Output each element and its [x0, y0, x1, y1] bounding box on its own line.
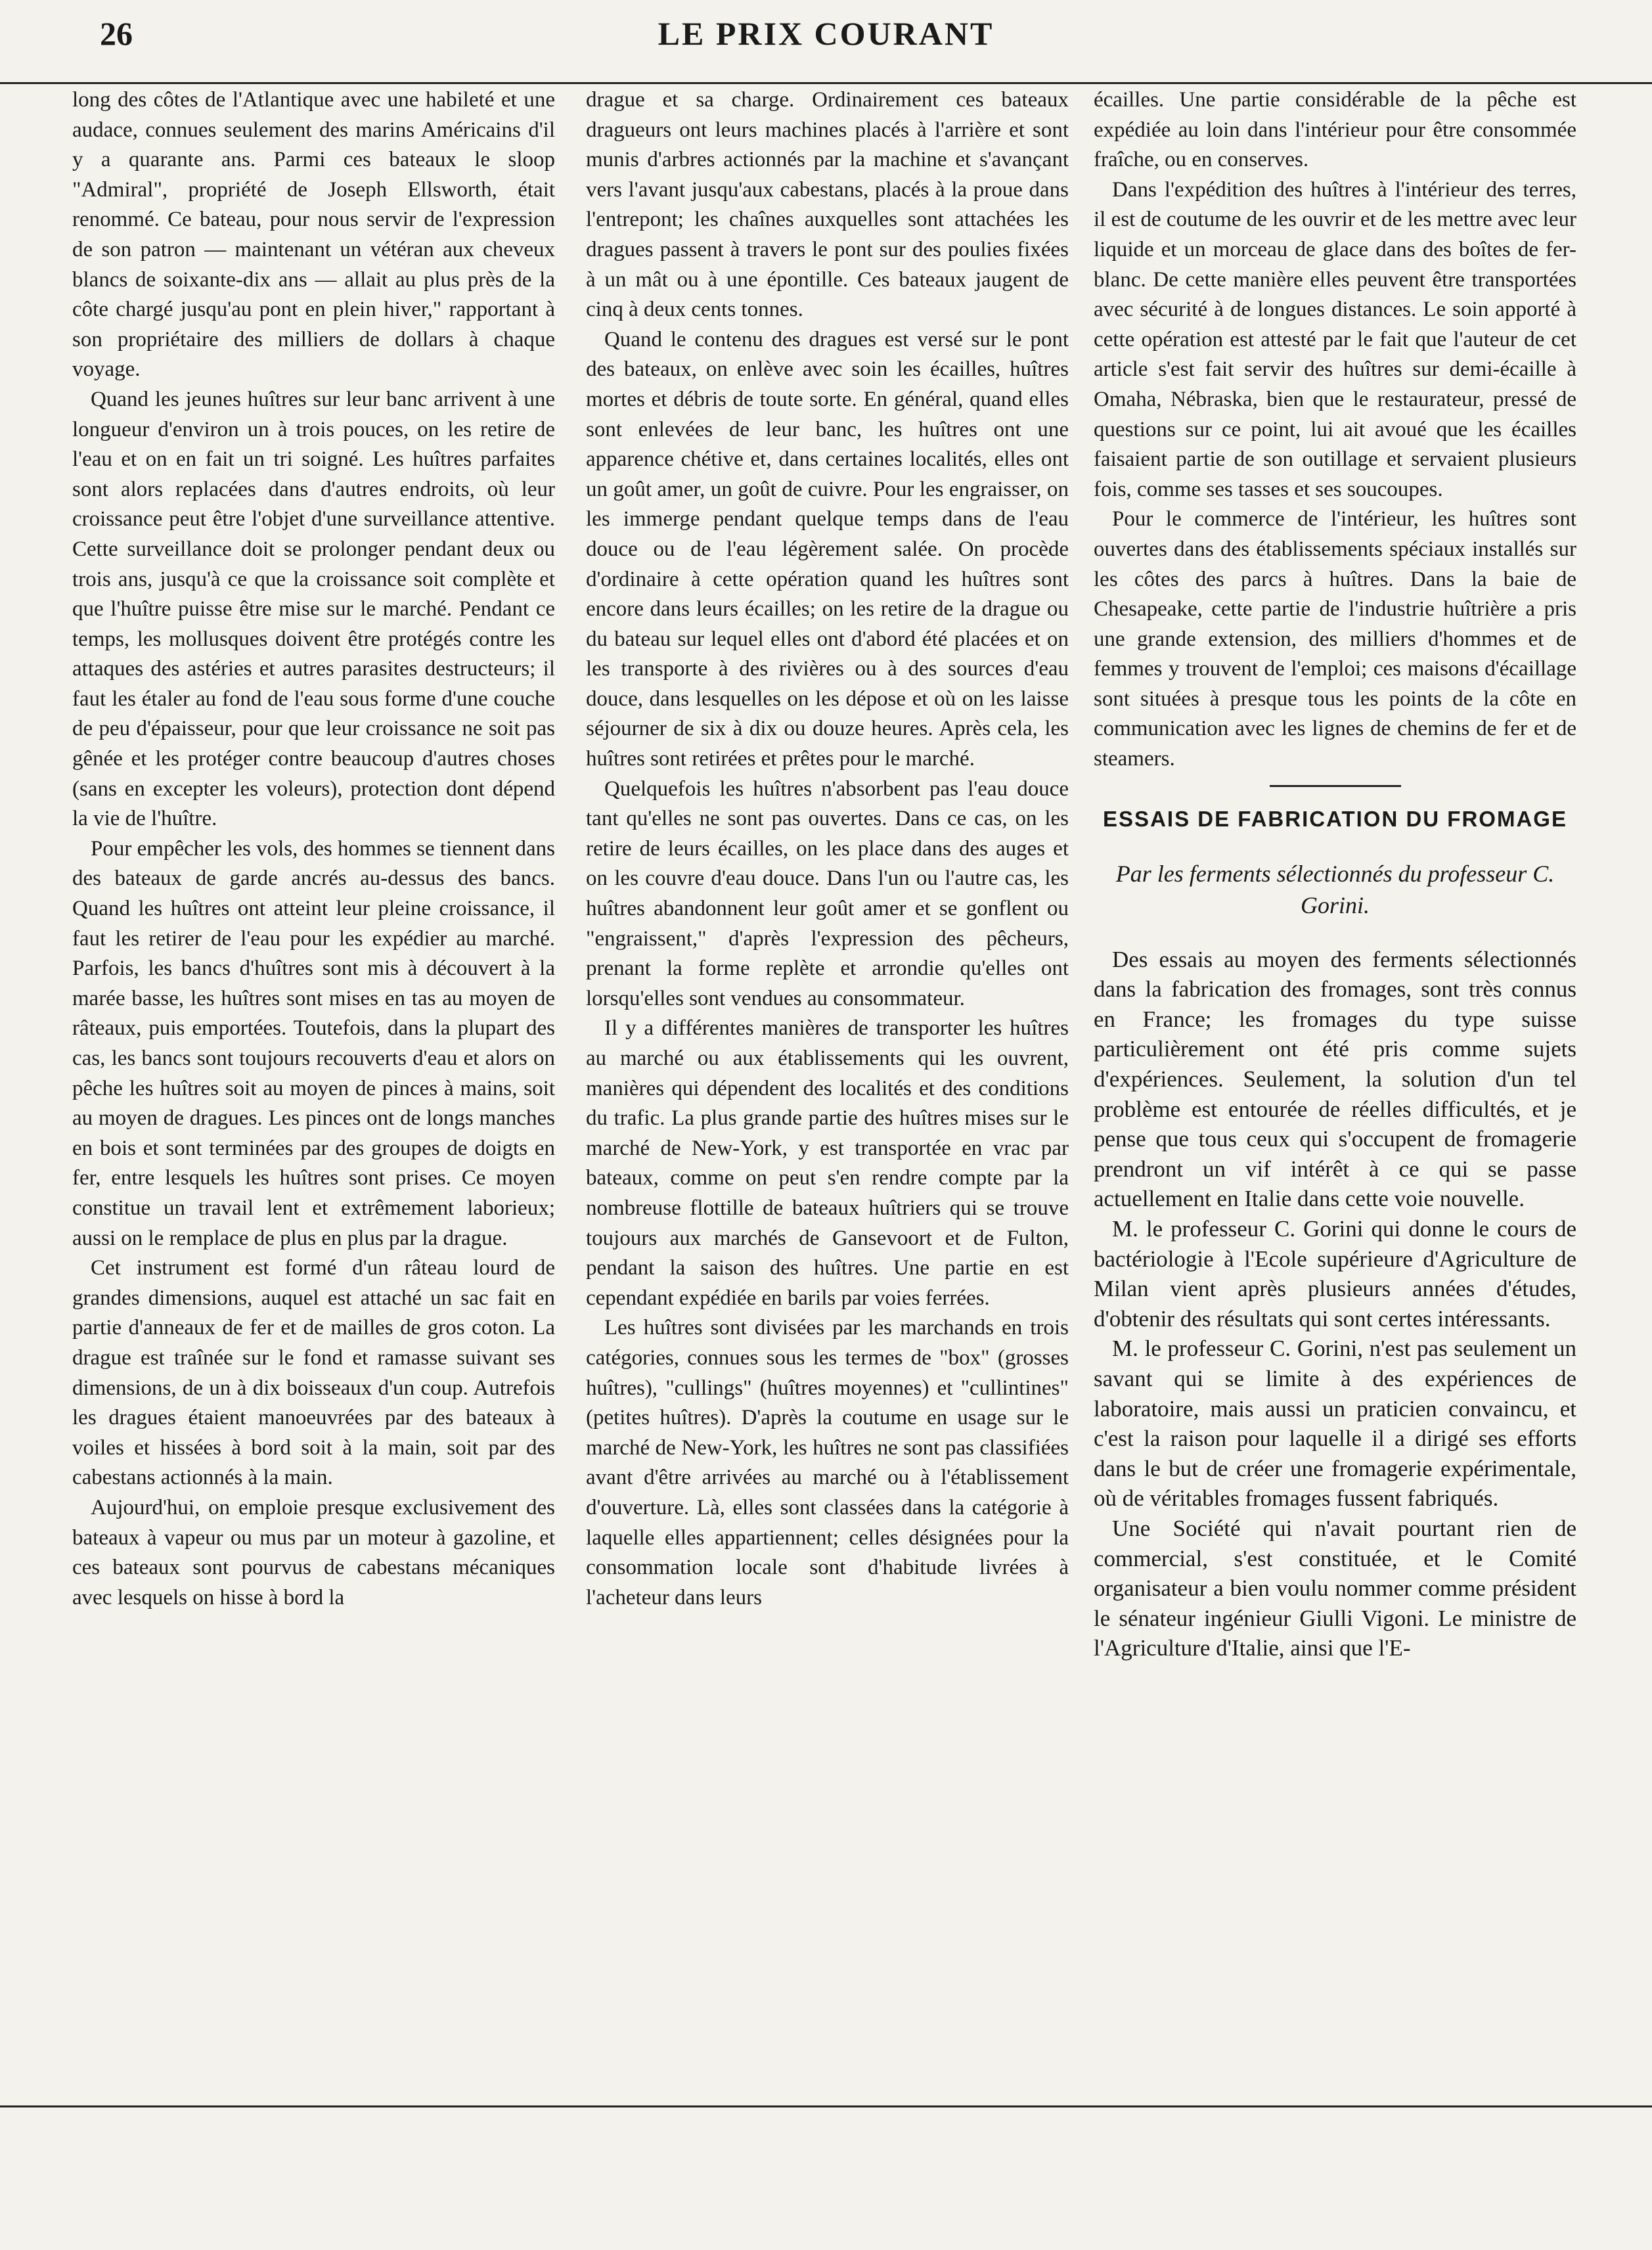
- paragraph: long des côtes de l'Atlantique avec une habileté et une audace, connues seulement des marins Américains d'il y a quarante ans. Parmi ces bateaux le sloop "Admiral", propriété de Joseph Ellsworth, était renommé. Ce bateau, pour nous servir de l'expression de son patron — maintenant un vétéran aux cheveux blancs de soixante-dix ans — allait au plus près de la côte chargé jusqu'au pont en plein hiver," rapportant à son propriétaire des milliers de dollars à chaque voyage.: [72, 88, 555, 382]
- section-byline: Par les ferments sélectionnés du professeur C. Gorini.: [1115, 860, 1555, 918]
- paragraph: Cet instrument est formé d'un râteau lourd de grandes dimensions, auquel est attaché un sac fait en partie d'anneaux de fer et de mailles de gros coton. La drague est traînée sur le fond et ramasse suivant ses dimensions, de un à dix boisseaux d'un coup. Autrefois les dragues étaient manoeuvrées par des bateaux à voiles et hissées à bord soit à la main, soit par des cabestans actionnés à la main.: [72, 1256, 555, 1490]
- paragraph: Il y a différentes manières de transporter les huîtres au marché ou aux établissements qui les ouvrent, manières qui dépendent des localités et des conditions du trafic. La plus grande partie des huîtres mises sur le marché de New-York, y est transportée en vrac par bateaux, comme on peut s'en rendre compte par la nombreuse flottille de bateaux huîtriers qui se trouve toujours aux marchés de Gansevoort et de Fulton, pendant la saison des huîtres. Une partie en est cependant expédiée en barils par voies ferrées.: [586, 1016, 1069, 1310]
- section-divider: [1270, 785, 1401, 787]
- paragraph: M. le professeur C. Gorini qui donne le cours de bactériologie à l'Ecole supérieure d'Agriculture de Milan vient après plusieurs années d'études, d'obtenir des résultats qui sont certes intéressants.: [1094, 1216, 1576, 1332]
- page-number: 26: [100, 15, 133, 52]
- paragraph: drague et sa charge. Ordinairement ces bateaux dragueurs ont leurs machines placés à l'arrière et sont munis d'arbres actionnés par la machine et s'avançant vers l'avant jusqu'aux cabestans, placés à la proue dans l'entrepont; les chaînes auxquelles sont attachées les dragues passent à travers le pont sur des poulies fixées à un mât ou à une épontille. Ces bateaux jaugent de cinq à deux cents tonnes.: [586, 88, 1069, 322]
- column-2: [586, 85, 1069, 2247]
- section-body: [1094, 945, 1576, 1663]
- column-3: [1094, 85, 1576, 2247]
- paragraph: Les huîtres sont divisées par les marchands en trois catégories, connues sous les termes de "box" (grosses huîtres), "cullings" (huîtres moyennes) et "cullintines" (petites huîtres). D'après la coutume en usage sur le marché de New-York, les huîtres ne sont pas classifiées avant d'être arrivées au marché ou à l'établissement d'ouverture. Là, elles sont classées dans la catégorie à laquelle elles appartiennent; celles désignées pour la consommation locale sont d'habitude livrées à l'acheteur dans leurs: [586, 1316, 1069, 1609]
- paragraph: Une Société qui n'avait pourtant rien de commercial, s'est constituée, et le Comité organisateur a bien voulu nommer comme président le sénateur ingénieur Giulli Vigoni. Le ministre de l'Agriculture d'Italie, ainsi que l'E-: [1094, 1515, 1576, 1661]
- paragraph: Quelquefois les huîtres n'absorbent pas l'eau douce tant qu'elles ne sont pas ouvertes. Dans ce cas, on les retire de leurs écailles, on les place dans des auges et on les couvre d'eau douce. Dans l'un ou l'autre cas, les huîtres abandonnent leur goût amer et se gonflent ou "engraissent," d'après l'expression des pêcheurs, prenant la forme replète et arrondie qu'elles ont lorsqu'elles sont vendues au consommateur.: [586, 776, 1069, 1010]
- page-header: [0, 0, 1652, 79]
- paragraph: Pour empêcher les vols, des hommes se tiennent dans des bateaux de garde ancrés au-dessus des bancs. Quand les huîtres ont atteint leur pleine croissance, il faut les retirer de l'eau pour les expédier au marché. Parfois, les bancs d'huîtres sont mis à découvert à la marée basse, les huîtres sont mises en tas au moyen de râteaux, puis emportées. Toutefois, dans la plupart des cas, les bancs sont toujours recouverts d'eau et alors on pêche les huîtres soit au moyen de pinces à mains, soit au moyen de dragues. Les pinces ont de longs manches en bois et sont terminées par des groupes de doigts en fer, entre lesquels les huîtres sont prises. Ce moyen constitue un travail lent et extrêmement laborieux; aussi on le remplace de plus en plus par la drague.: [72, 836, 555, 1250]
- header-rule: [0, 82, 1652, 84]
- paragraph: Pour le commerce de l'intérieur, les huîtres sont ouvertes dans des établissements spéciaux installés sur les côtes des parcs à huîtres. Dans la baie de Chesapeake, cette partie de l'industrie huîtrière a pris une grande extension, des milliers d'hommes et de femmes y trouvent de l'emploi; ces maisons d'écaillage sont situées à presque tous les points de la côte en communication avec les lignes de chemins de fer et de steamers.: [1094, 507, 1576, 771]
- paragraph: M. le professeur C. Gorini, n'est pas seulement un savant qui se limite à des expériences de laboratoire, mais aussi un praticien convaincu, et c'est la raison pour laquelle il a dirigé ses efforts dans le but de créer une fromagerie expérimentale, où de véritables fromages fussent fabriqués.: [1094, 1336, 1576, 1512]
- paragraph: Quand le contenu des dragues est versé sur le pont des bateaux, on enlève avec soin les écailles, huîtres mortes et débris de toute sorte. En général, quand elles sont enlevées de leur banc, les huîtres ont une apparence chétive et, dans certaines localités, elles ont un goût amer, un goût de cuivre. Pour les engraisser, on les immerge pendant quelque temps dans de l'eau douce ou de l'eau légèrement salée. On procède d'ordinaire à cette opération quand les huîtres sont encore dans leurs écailles; on les retire de la drague ou du bateau sur lequel elles ont d'abord été placées et on les transporte à des rivières ou à des sources d'eau douce, dans lesquelles on les dépose et où on les laisse séjourner de six à dix ou douze heures. Après cela, les huîtres sont retirées et prêtes pour le marché.: [586, 327, 1069, 771]
- paragraph: Des essais au moyen des ferments sélectionnés dans la fabrication des fromages, sont très connus en France; les fromages du type suisse particulièrement ont été pris comme sujets d'expériences. Seulement, la solution d'un tel problème est entourée de réelles difficultés, et je pense que tous ceux qui s'occupent de fromagerie prendront un vif intérêt à ce qui se passe actuellement en Italie dans cette voie nouvelle.: [1094, 946, 1576, 1212]
- paragraph: Quand les jeunes huîtres sur leur banc arrivent à une longueur d'environ un à trois pouces, on les retire de l'eau et on en fait un tri soigné. Les huîtres parfaites sont alors replacées dans d'autres endroits, où leur croissance peut être l'objet d'une surveillance attentive. Cette surveillance doit se prolonger pendant deux ou trois ans, jusqu'à ce que la croissance soit complète et que l'huître puisse être mise sur le marché. Pendant ce temps, les mollusques doivent être protégés contre les attaques des astéries et autres parasites destructeurs; il faut les étaler au fond de l'eau sous forme d'une couche de peu d'épaisseur, pour que leur croissance ne soit pas gênée et les protéger contre beaucoup d'autres choses (sans en excepter les voleurs), protection dont dépend la vie de l'huître.: [72, 387, 555, 831]
- paragraph: Aujourd'hui, on emploie presque exclusivement des bateaux à vapeur ou mus par un moteur à gazoline, et ces bateaux sont pourvus de cabestans mécaniques avec lesquels on hisse à bord la: [72, 1495, 555, 1609]
- paragraph: Dans l'expédition des huîtres à l'intérieur des terres, il est de coutume de les ouvrir et de les mettre avec leur liquide et un morceau de glace dans des boîtes de fer-blanc. De cette manière elles peuvent être transportées avec sécurité à de longues distances. Le soin apporté à cette opération est attesté par le fait que l'auteur de cet article s'est fait servir des huîtres sur demi-écaille à Omaha, Nébraska, bien que le restaurateur, pressé de questions sur ce point, lui ait avoué que les écailles faisaient partie de son outillage et servaient plusieurs fois, comme ses tasses et ses soucoupes.: [1094, 177, 1576, 501]
- paragraph: écailles. Une partie considérable de la pêche est expédiée au loin dans l'intérieur pour être consommée fraîche, ou en conserves.: [1094, 88, 1576, 172]
- running-head-title: LE PRIX COURANT: [658, 15, 994, 52]
- column-1: [72, 85, 555, 2247]
- fold-rule: [0, 2105, 1652, 2107]
- section-title: ESSAIS DE FABRICATION DU FROMAGE: [1103, 806, 1567, 831]
